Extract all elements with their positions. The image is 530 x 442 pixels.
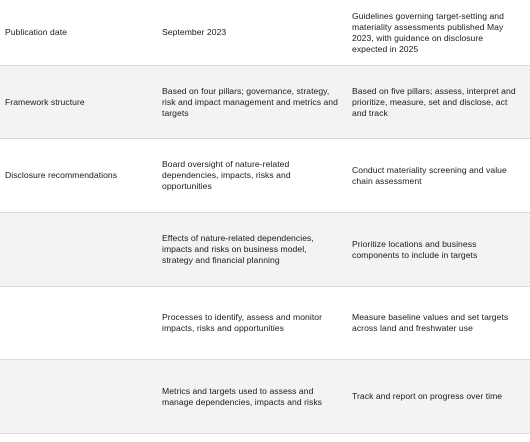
- table-row-framework-structure: [0, 66, 530, 139]
- tnfd-cell: Effects of nature-related dependencies, impacts and risks on business model, strategy and financial planning: [162, 233, 314, 265]
- sbtn-cell: Prioritize locations and business components to include in targets: [352, 238, 478, 260]
- tnfd-cell: Based on four pillars; governance, strategy, risk and impact management and metrics and targets: [162, 85, 338, 118]
- table-row: [0, 287, 530, 360]
- row-label: Disclosure recommendations: [5, 170, 118, 180]
- table-row: [0, 360, 530, 434]
- sbtn-cell: Track and report on progress over time: [352, 391, 503, 401]
- row-label: Publication date: [5, 27, 67, 37]
- sbtn-cell: Based on five pillars; assess, interpret and prioritize, measure, set and disclose, act and track: [352, 85, 516, 118]
- sbtn-cell: Conduct materiality screening and value chain assessment: [352, 164, 507, 186]
- table-row-publication-date: [0, 0, 530, 66]
- table-row-disclosure-recommendations: [0, 139, 530, 213]
- sbtn-cell: Measure baseline values and set targets across land and freshwater use: [352, 312, 509, 333]
- tnfd-cell: Processes to identify, assess and monitor impacts, risks and opportunities: [162, 312, 322, 333]
- tnfd-cell: Board oversight of nature-related dependencies, impacts, risks and opportunities: [162, 159, 291, 191]
- row-label: Framework structure: [5, 96, 85, 107]
- sbtn-cell: Guidelines governing target-setting and materiality assessments published May 2023, with guidance on disclosure expected in 2025: [352, 10, 504, 54]
- table-row: [0, 213, 530, 287]
- tnfd-cell: September 2023: [162, 27, 227, 37]
- tnfd-cell: Metrics and targets used to assess and manage dependencies, impacts and risks: [162, 385, 323, 407]
